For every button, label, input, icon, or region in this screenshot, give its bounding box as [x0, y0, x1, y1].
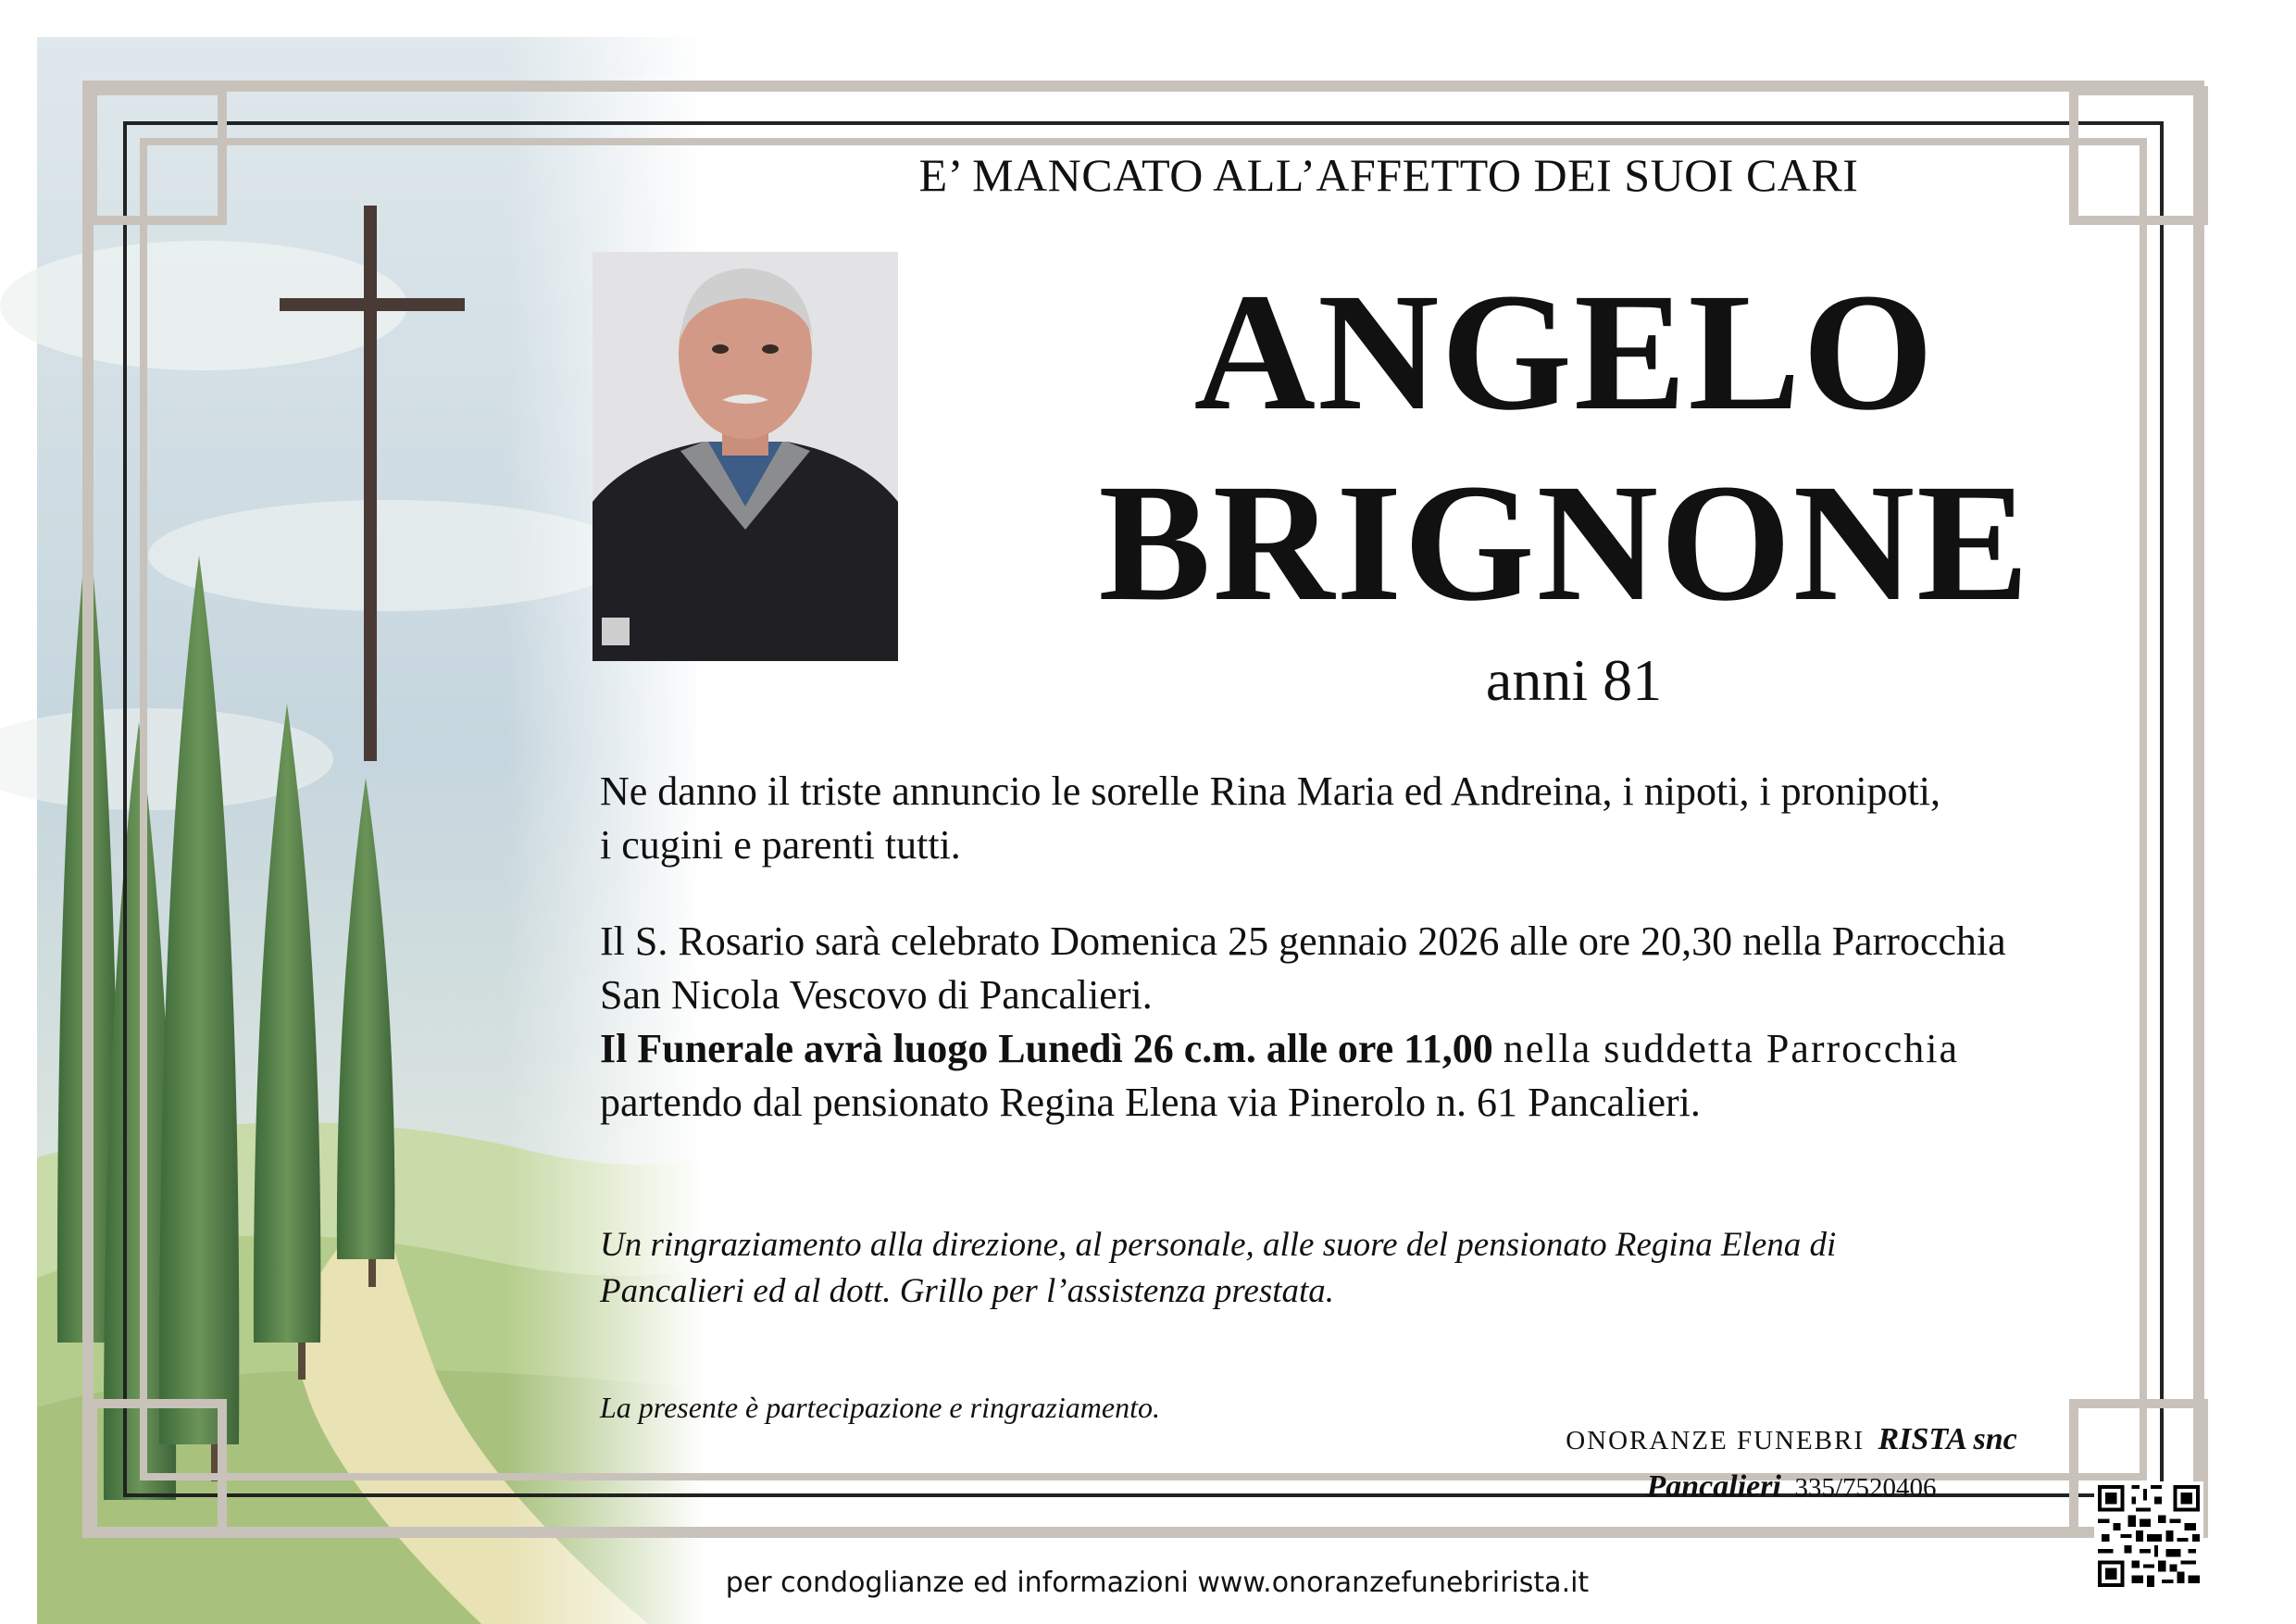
deceased-last-name: BRIGNONE — [1098, 450, 2031, 636]
footer-contact: per condoglianze ed informazioni www.onoranzefunebrirista.it — [725, 1567, 1590, 1599]
funeral-home-line — [1481, 1417, 2102, 1464]
funeral-line — [600, 1022, 2174, 1076]
thanks-line: Un ringraziamento alla direzione, al personale, alle suore del pensionato Regina Elena di — [600, 1226, 1837, 1264]
thanks-paragraph — [600, 1222, 1989, 1315]
rosario-line: San Nicola Vescovo di Pancalieri. — [600, 972, 1153, 1018]
qr-code[interactable] — [2094, 1481, 2203, 1591]
participation-note: La presente è partecipazione e ringraziamento. — [600, 1391, 1160, 1424]
deceased-first-name: ANGELO — [1193, 259, 1936, 445]
funeral-home-info — [1481, 1417, 2102, 1511]
funeral-line: partendo dal pensionato Regina Elena via Pinerolo n. 61 Pancalieri. — [600, 1080, 1701, 1125]
rosario-line: Il S. Rosario sarà celebrato Domenica 25 gennaio 2026 alle ore 20,30 nella Parrocchia — [600, 918, 2006, 964]
landscape-illustration — [0, 0, 704, 1624]
funeral-home-label: ONORANZE FUNEBRI — [1566, 1426, 1866, 1455]
funeral-home-phone: 335/7520406 — [1794, 1473, 1937, 1503]
thanks-line: Pancalieri ed al dott. Grillo per l’assistenza prestata. — [600, 1272, 1335, 1310]
funeral-bold-text: Il Funerale avrà luogo Lunedì 26 c.m. alle ore 11,00 — [600, 1026, 1493, 1071]
funeral-home-name: RISTA snc — [1878, 1422, 2017, 1456]
funeral-rest-text: nella suddetta Parrocchia — [1503, 1026, 1959, 1071]
funeral-home-town: Pancalieri — [1646, 1469, 1781, 1504]
announcement-line: Ne danno il triste annuncio le sorelle Rina Maria ed Andreina, i nipoti, i pronipoti, — [600, 768, 1941, 814]
rosario-paragraph — [600, 915, 2174, 1022]
deceased-age: anni 81 — [1485, 647, 1663, 713]
deceased-portrait — [593, 252, 898, 661]
announcement-paragraph — [600, 765, 2174, 872]
funeral-paragraph — [600, 1022, 2174, 1130]
headline: E’ MANCATO ALL’AFFETTO DEI SUOI CARI — [918, 149, 1859, 201]
announcement-line: i cugini e parenti tutti. — [600, 822, 961, 868]
funeral-home-line — [1481, 1464, 2102, 1511]
